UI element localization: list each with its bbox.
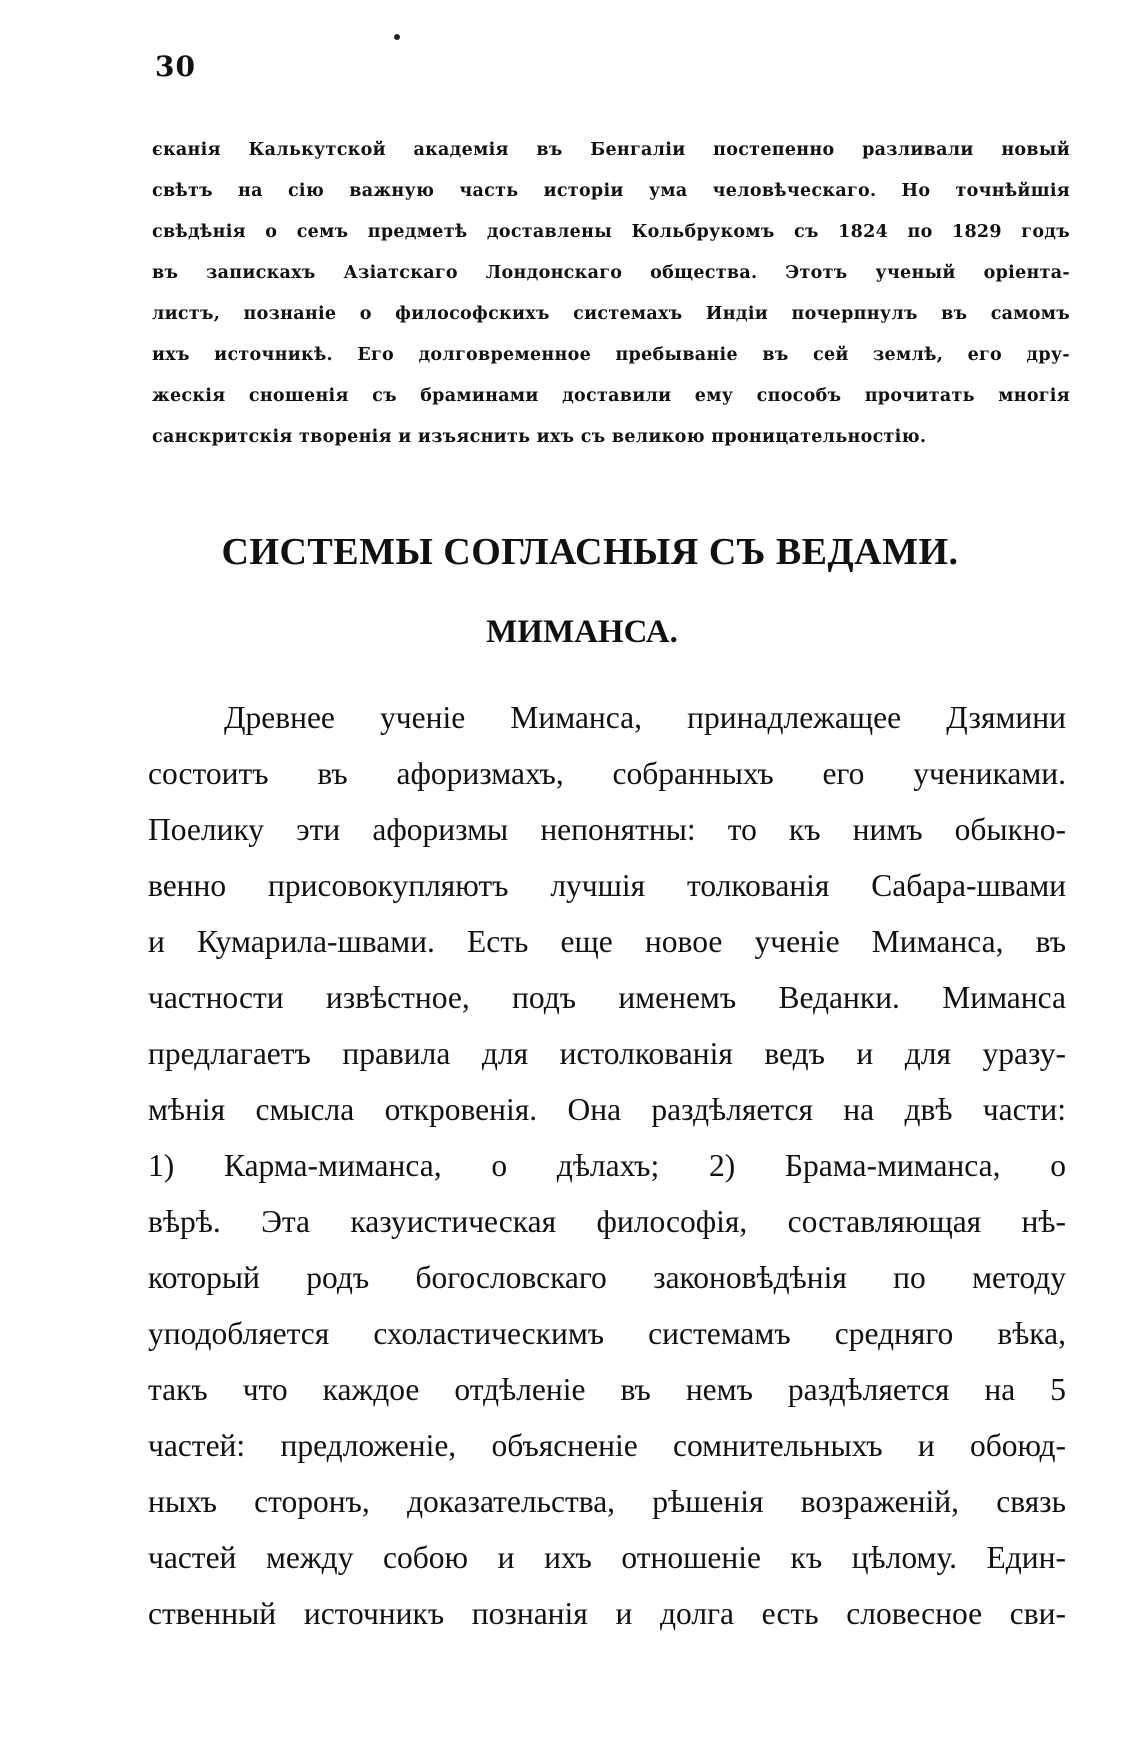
paragraph-line: частей между собою и ихъ отношеніе къ цѣлому. Един-: [148, 1540, 1066, 1575]
intro-line: свѣдѣнія о семъ предметѣ доставлены Кольбрукомъ съ 1824 по 1829 годъ: [152, 222, 1070, 242]
paragraph-line: 1) Карма-миманса, о дѣлахъ; 2) Брама-миманса, о: [148, 1148, 1066, 1183]
intro-line: въ запискахъ Азіатскаго Лондонскаго общества. Этотъ ученый оріента-: [152, 263, 1070, 283]
intro-line: свѣтъ на сію важную часть исторіи ума человѣческаго. Но точнѣйшія: [152, 181, 1070, 201]
paragraph-line: Древнее ученіе Миманса, принадлежащее Дзямини: [224, 700, 1066, 735]
paragraph-line: частности извѣстное, подъ именемъ Веданки. Миманса: [148, 980, 1066, 1015]
paragraph-line: предлагаетъ правила для истолкованія ведъ и для уразу-: [148, 1036, 1066, 1071]
page-number: 30: [155, 50, 196, 83]
intro-line: ихъ источникѣ. Его долговременное пребываніе въ сей землѣ, его дру-: [152, 345, 1070, 365]
intro-line: санскритскія творенія и изъяснить ихъ съ великою проницательностію.: [152, 427, 927, 447]
paragraph-line: ныхъ сторонъ, доказательства, рѣшенія возраженій, связь: [148, 1484, 1066, 1519]
paragraph-line: и Кумарила-швами. Есть еще новое ученіе Миманса, въ: [148, 924, 1066, 959]
intro-line: єканія Калькутской академія въ Бенгаліи постепенно разливали новый: [152, 140, 1070, 160]
paragraph-line: ственный источникъ познанія и долга есть словесное сви-: [148, 1596, 1066, 1631]
paragraph-line: вѣрѣ. Эта казуистическая философія, составляющая нѣ-: [148, 1204, 1066, 1239]
paragraph-line: венно присовокупляютъ лучшія толкованія Сабара-швами: [148, 868, 1066, 903]
paragraph-line: частей: предложеніе, объясненіе сомнительныхъ и обоюд-: [148, 1428, 1066, 1463]
paragraph-line: состоитъ въ афоризмахъ, собранныхъ его учениками.: [148, 756, 1066, 791]
paragraph-line: уподобляется схоластическимъ системамъ средняго вѣка,: [148, 1316, 1066, 1351]
ink-speck: [394, 34, 400, 40]
intro-line: листъ, познаніе о философскихъ системахъ Индіи почерпнулъ въ самомъ: [152, 304, 1070, 324]
paragraph-line: Поелику эти афоризмы непонятны: то къ нимъ обыкно-: [148, 812, 1066, 847]
section-heading: СИСТЕМЫ СОГЛАСНЫЯ СЪ ВЕДАМИ.: [221, 531, 959, 573]
paragraph-line: который родъ богословскаго законовѣдѣнія по методу: [148, 1260, 1066, 1295]
subsection-heading: МИМАНСА.: [486, 614, 678, 650]
paragraph-line: такъ что каждое отдѣленіе въ немъ раздѣляется на 5: [148, 1372, 1066, 1407]
paragraph-line: мѣнія смысла откровенія. Она раздѣляется на двѣ части:: [148, 1092, 1066, 1127]
intro-line: жескія сношенія съ браминами доставили ему способъ прочитать многія: [152, 386, 1070, 406]
